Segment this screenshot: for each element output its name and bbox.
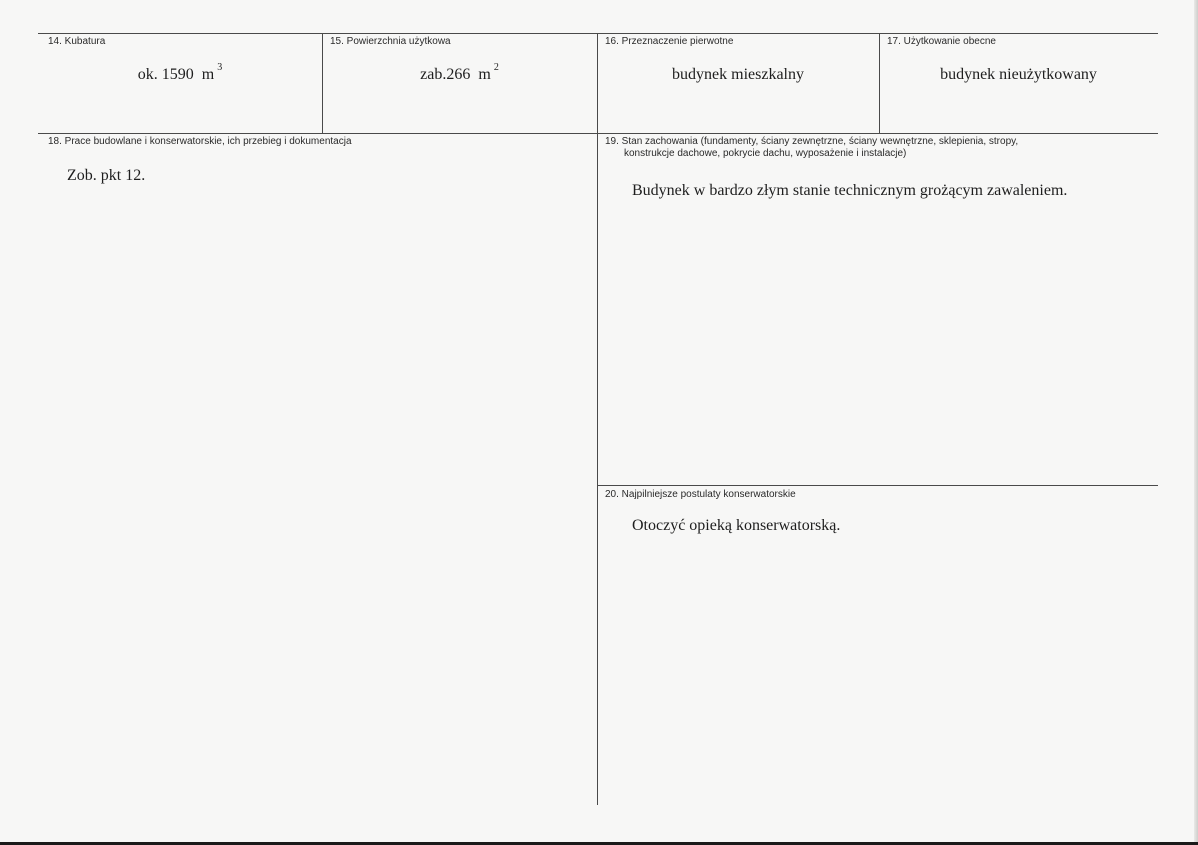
field-14-unit-exponent: 3 — [217, 62, 223, 73]
field-15-unit: m — [478, 66, 491, 83]
field-18-value: Zob. pkt 12. — [67, 167, 146, 184]
field-15-unit-exponent: 2 — [493, 62, 499, 73]
field-19-label-line1: 19. Stan zachowania (fundamenty, ściany zewnętrzne, ściany wewnętrzne, sklepienia, stropy, — [605, 136, 1019, 147]
field-20-label: 20. Najpilniejsze postulaty konserwatorskie — [605, 489, 796, 500]
row-divider-2 — [597, 485, 1158, 486]
column-divider-2 — [597, 33, 598, 805]
scan-right-edge — [1194, 0, 1198, 845]
field-14-label: 14. Kubatura — [48, 36, 106, 47]
field-16-value: budynek mieszkalny — [672, 66, 804, 83]
field-17-value: budynek nieużytkowany — [940, 66, 1097, 83]
field-14-number: ok. 1590 — [137, 66, 194, 83]
field-16-label: 16. Przeznaczenie pierwotne — [605, 36, 734, 47]
field-19-label-line2: konstrukcje dachowe, pokrycie dachu, wyposażenie i instalacje) — [624, 148, 907, 159]
field-15-label: 15. Powierzchnia użytkowa — [330, 36, 451, 47]
field-15-value — [322, 62, 597, 84]
top-rule — [38, 33, 1158, 34]
field-14-unit: m — [201, 66, 215, 83]
field-17-label: 17. Użytkowanie obecne — [887, 36, 996, 47]
field-14-value — [38, 62, 322, 84]
field-20-value: Otoczyć opieką konserwatorską. — [632, 517, 841, 534]
row-divider-1 — [38, 133, 1158, 134]
field-15-number: zab.266 — [420, 66, 471, 83]
field-19-value: Budynek w bardzo złym stanie technicznym grożącym zawaleniem. — [632, 182, 1068, 199]
field-18-label: 18. Prace budowlane i konserwatorskie, ich przebieg i dokumentacja — [48, 136, 352, 147]
